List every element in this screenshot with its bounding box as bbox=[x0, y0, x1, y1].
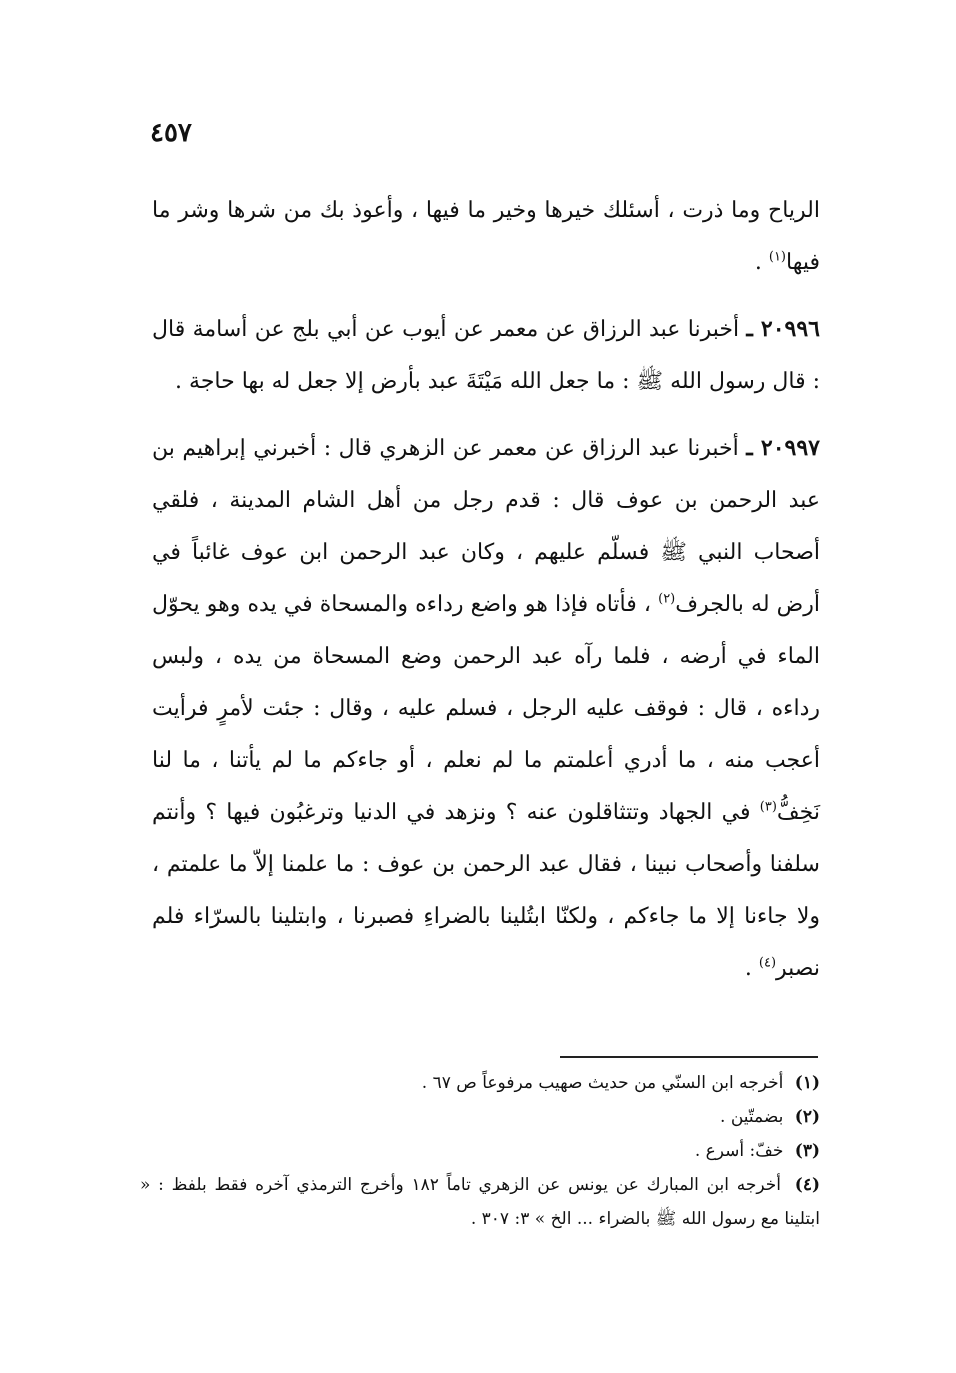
footnote-text: أخرجه ابن السنّي من حديث صهيب مرفوعاً ص ٦٧ . bbox=[421, 1073, 784, 1093]
footnote-1 bbox=[140, 1066, 820, 1100]
continued-paragraph bbox=[152, 185, 820, 289]
footnote-label: (١) bbox=[794, 1073, 820, 1093]
hadith-text: أخبرنا عبد الرزاق عن معمر عن أيوب عن أبي بلج عن أسامة قال : قال رسول الله ﷺ : ما جعل الله مَيْتَةَ عبد بأرض إلا جعل له بها حاجة . bbox=[152, 317, 820, 394]
footnote-divider bbox=[560, 1056, 818, 1058]
footnote-label: (٢) bbox=[794, 1107, 820, 1127]
footnote-4 bbox=[140, 1168, 820, 1236]
hadith-text-part-c: في الجهاد وتتثاقلون عنه ؟ ونزهد في الدنيا وترغبُون فيها ؟ وأنتم سلفنا وأصحاب نبينا ، فقال عبد الرحمن بن عوف : ما علمنا إلاّ ما علمتم ، ولا جاءنا إلا ما جاءكم ، ولكنّا ابتُلينا بالضراءِ فصبرنا ، وابتلينا بالسرّاء فلم نصبر bbox=[152, 800, 820, 981]
continued-text: الرياح وما ذرت ، أسئلك خيرها وخير ما فيها ، وأعوذ بك من شرها وشر ما فيها bbox=[152, 198, 820, 275]
hadith-number: ٢٠٩٩٧ ـ bbox=[746, 435, 820, 461]
footnote-3 bbox=[140, 1134, 820, 1168]
page-number: ٤٥٧ bbox=[150, 118, 192, 148]
footnote-text: أخرجه ابن المبارك عن يونس عن الزهري تاماً ١٨٢ وأخرج الترمذي آخره فقط بلفظ : « ابتلينا مع رسول الله ﷺ بالضراء ... الخ » ٣: ٣٠٧ . bbox=[140, 1175, 820, 1229]
footnote-ref-3[interactable]: (٣) bbox=[759, 799, 777, 815]
footnote-text: بضمتّين . bbox=[720, 1107, 784, 1127]
footnotes bbox=[140, 1066, 820, 1236]
body-text bbox=[152, 185, 820, 1009]
footnote-ref-1[interactable]: (١) bbox=[768, 249, 786, 265]
hadith-20997 bbox=[152, 422, 820, 995]
hadith-end: . bbox=[744, 956, 759, 981]
footnote-2 bbox=[140, 1100, 820, 1134]
continued-end: . bbox=[754, 250, 769, 275]
footnote-text: خفّ: أسرع . bbox=[694, 1141, 784, 1161]
footnote-label: (٣) bbox=[794, 1141, 820, 1161]
hadith-number: ٢٠٩٩٦ ـ bbox=[746, 316, 820, 342]
hadith-text-part-a: أخبرنا عبد الرزاق عن معمر عن الزهري قال : أخبرني إبراهيم بن عبد الرحمن بن عوف قال : قدم رجل من أهل الشام المدينة ، فلقي أصحاب النبي ﷺ فسلّم عليهم ، وكان عبد الرحمن ابن عوف غائباً في أرض له بالجرف bbox=[152, 436, 820, 617]
hadith-20996 bbox=[152, 303, 820, 408]
hadith-text-part-b: ، فأتاه فإذا هو واضع رداءه والمسحاة في يده وهو يحوّل الماء في أرضه ، فلما رآه عبد الرحمن وضع المسحاة من يده ، ولبس رداءه ، قال : فوقف عليه الرجل ، فسلم عليه ، وقال : جئت لأمرٍ فرأيت أعجب منه ، ما أدري أعلمتم ما لم نعلم ، أو جاءكم ما لم يأتنا ، ما لنا نَخِفُّ bbox=[152, 592, 820, 825]
footnote-ref-2[interactable]: (٢) bbox=[658, 591, 676, 607]
footnote-label: (٤) bbox=[794, 1175, 820, 1195]
footnote-ref-4[interactable]: (٤) bbox=[758, 955, 777, 971]
